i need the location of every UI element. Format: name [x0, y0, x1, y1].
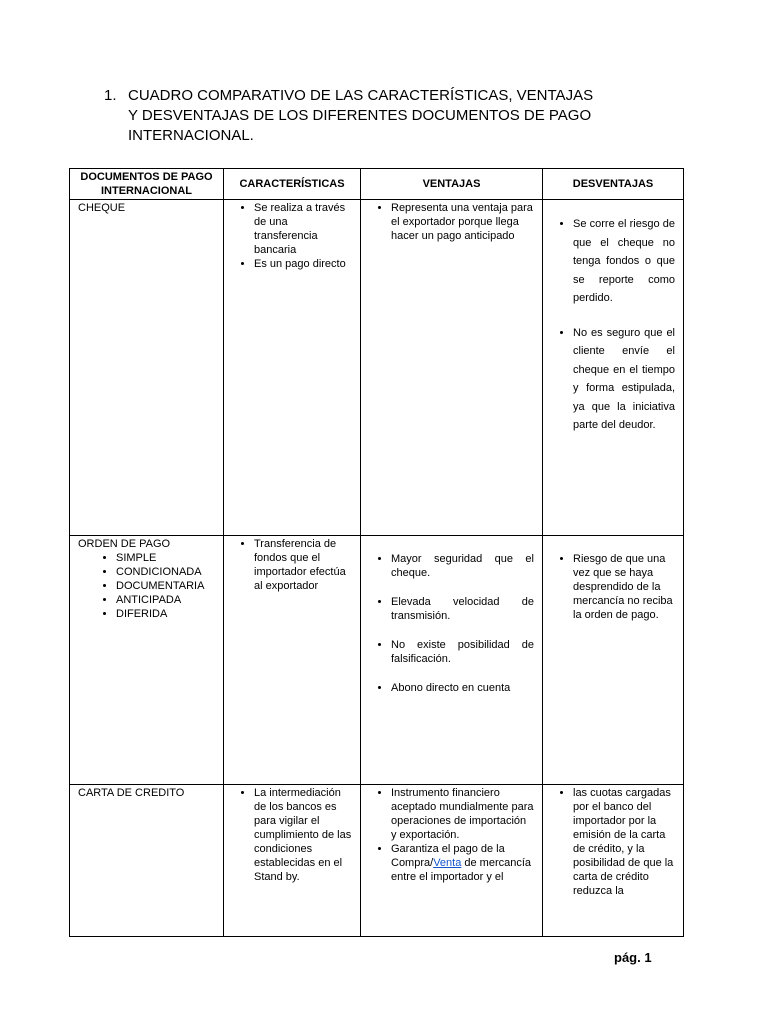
list-item: • DIFERIDA: [116, 607, 215, 621]
list-item: • CONDICIONADA: [116, 565, 215, 579]
list-item: • Abono directo en cuenta: [391, 681, 534, 695]
ventaja-text-before: Garantiza el pago de la Compra/: [391, 843, 505, 869]
list-item: • Representa una ventaja para el exportador porque llega hacer un pago anticipado: [391, 201, 534, 243]
documento-label: ORDEN DE PAGO: [78, 538, 171, 550]
cell-desventajas: [543, 200, 684, 536]
list-item: • Se corre el riesgo de que el cheque no tenga fondos o que se reporte como perdido.: [573, 215, 675, 308]
table-row: [70, 536, 684, 785]
documento-label: CARTA DE CREDITO: [78, 787, 185, 799]
list-item: [391, 842, 534, 884]
cell-desventajas: [543, 536, 684, 785]
table-row: [70, 785, 684, 937]
cell-caracteristicas: [224, 200, 361, 536]
cell-ventajas: [361, 785, 543, 937]
header-ventajas: VENTAJAS: [361, 169, 543, 200]
list-item: • ANTICIPADA: [116, 593, 215, 607]
header-caracteristicas: CARACTERÍSTICAS: [224, 169, 361, 200]
list-item: • las cuotas cargadas por el banco del importador por la emisión de la carta de crédito, y la posibilidad de que la carta de crédito reduzca la: [573, 786, 675, 898]
table-row: [70, 200, 684, 536]
cell-documento: [70, 200, 224, 536]
cell-caracteristicas: [224, 536, 361, 785]
venta-link[interactable]: Venta: [433, 857, 462, 869]
list-item: • No existe posibilidad de falsificación.: [391, 638, 534, 666]
page-number: pág. 1: [614, 950, 652, 965]
cell-caracteristicas: [224, 785, 361, 937]
header-documentos: DOCUMENTOS DE PAGO INTERNACIONAL: [70, 169, 224, 200]
list-item: • DOCUMENTARIA: [116, 579, 215, 593]
documento-label: CHEQUE: [78, 202, 126, 214]
cell-ventajas: [361, 536, 543, 785]
cell-documento: [70, 785, 224, 937]
list-item: • Es un pago directo: [254, 257, 352, 271]
document-heading: [104, 86, 604, 146]
comparison-table: [69, 168, 684, 937]
header-desventajas: DESVENTAJAS: [543, 169, 684, 200]
list-item: • Instrumento financiero aceptado mundialmente para operaciones de importación y exportación.: [391, 786, 534, 842]
list-item: • Se realiza a través de una transferencia bancaria: [254, 201, 352, 257]
list-item: • Transferencia de fondos que el importador efectúa al exportador: [254, 537, 352, 593]
cell-documento: [70, 536, 224, 785]
ventaja-text-after: de mercancía entre el importador y el: [391, 857, 532, 883]
heading-number: 1.: [104, 87, 117, 104]
list-item: • Mayor seguridad que el cheque.: [391, 552, 534, 580]
table-header-row: [70, 169, 684, 200]
list-item: • La intermediación de los bancos es para vigilar el cumplimiento de las condiciones establecidas en el Stand by.: [254, 786, 352, 884]
heading-text: CUADRO COMPARATIVO DE LAS CARACTERÍSTICAS, VENTAJAS Y DESVENTAJAS DE LOS DIFERENTES DOCUMENTOS DE PAGO INTERNACIONAL.: [128, 87, 594, 144]
list-item: • No es seguro que el cliente envíe el cheque en el tiempo y forma estipulada, ya que la iniciativa parte del deudor.: [573, 324, 675, 435]
list-item: • SIMPLE: [116, 551, 215, 565]
list-item: • Riesgo de que una vez que se haya desprendido de la mercancía no reciba la orden de pago.: [573, 552, 675, 622]
list-item: • Elevada velocidad de transmisión.: [391, 595, 534, 623]
cell-ventajas: [361, 200, 543, 536]
cell-desventajas: [543, 785, 684, 937]
